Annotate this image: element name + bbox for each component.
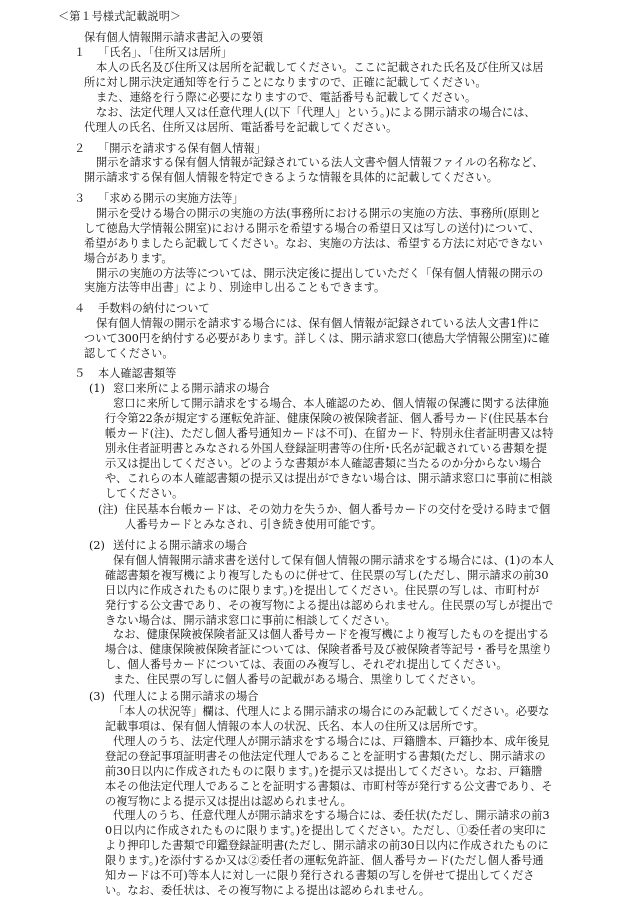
section-1-heading: 「氏名」、「住所又は居所」: [98, 46, 233, 60]
section-3-line: 開示の実施の方法等については、開示決定後に提出していただく「保有個人情報の開示の: [96, 266, 544, 280]
section-4-line: 保有個人情報の開示を請求する場合には、保有個人情報が記録されている法人文書1件に: [96, 316, 540, 330]
section-3-line: 希望がありましたら記載してください。なお、実施の方法は、希望する方法に対応できない: [84, 236, 543, 250]
section-1-line: また、連絡を行う際に必要になりますので、電話番号も記載してください。: [96, 91, 477, 105]
subsection-3-line: の複写物による提示又は提出は認められません。: [105, 794, 352, 808]
section-1-line: 本人の氏名及び住所又は居所を記載してください。ここに記載された氏名及び住所又は居: [96, 61, 544, 75]
subsection-2-line: 日以内に作成されたものに限ります。)を提出してください。住民票の写しは、市町村が: [105, 583, 540, 597]
subsection-3-line: い。なお、委任状は、その複写物による提出は認められません。: [105, 884, 431, 898]
section-1-line: 所に対し開示決定通知等を行うことになりますので、正確に記載してください。: [84, 76, 487, 90]
subsection-1-line: 帳カード(注)、ただし個人番号通知カードは不可)、在留カード、特別永住者証明書又は特: [105, 426, 554, 440]
subsection-3-number: (3): [89, 690, 105, 704]
section-2-heading: 「開示を請求する保有個人情報」: [98, 141, 266, 155]
section-3-heading: 「求める開示の実施方法等」: [98, 191, 244, 205]
subsection-1-number: (1): [89, 382, 105, 396]
section-2-line: 開示を請求する保有個人情報が記録されている法人文書や個人情報ファイルの名称など、: [96, 156, 544, 170]
lead-heading: 保有個人情報開示請求書記入の要領: [84, 31, 264, 45]
section-4-heading: 手数料の納付について: [98, 301, 210, 315]
section-1-line: なお、法定代理人又は任意代理人(以下「代理人」という。)による開示請求の場合には、: [96, 106, 536, 120]
subsection-3-line: より押印した書類で印鑑登録証明書(ただし、開示請求の前30日以内に作成されたものに: [105, 839, 549, 853]
subsection-2-line: 保有個人情報開示請求書を送付して保有個人情報の開示請求をする場合には、(1)の本人: [113, 553, 554, 567]
subsection-3-line: 本その他法定代理人であることを証明する書類は、市町村等が発行する公文書であり、そ: [105, 779, 553, 793]
note-mark: (注): [98, 503, 118, 517]
subsection-3-line: 記載事項は、保有個人情報の本人の状況、氏名、本人の住所又は居所です。: [105, 719, 485, 733]
subsection-1-line: 窓口に来所して開示請求をする場合、本人確認のため、個人情報の保護に関する法律施: [113, 397, 549, 411]
section-1-line: 代理人の氏名、住所又は居所、電話番号を記載してください。: [84, 121, 398, 134]
subsection-3-line: 前30日以内に作成されたものに限ります。)を提示又は提出してください。なお、戸籍謄: [105, 764, 543, 778]
subsection-2-line: きない場合は、開示請求窓口に事前に相談してください。: [105, 613, 396, 627]
section-2-line: 開示請求する保有個人情報を特定できるような情報を具体的に記載してください。: [84, 171, 498, 185]
subsection-1-line: してください。: [105, 486, 184, 500]
section-5-number: ５: [74, 367, 86, 381]
subsection-2-line: 発行する公文書であり、その複写物による提出は認められません。住民票の写しが提出で: [105, 598, 554, 612]
subsection-3-line: 代理人のうち、法定代理人が開示請求をする場合には、戸籍謄本、戸籍抄本、成年後見: [113, 734, 550, 748]
subsection-3-heading: 代理人による開示請求の場合: [113, 690, 259, 704]
subsection-1-heading: 窓口来所による開示請求の場合: [113, 382, 270, 396]
subsection-3-line: 代理人のうち、任意代理人が開示請求をする場合には、委任状(ただし、開示請求の前3: [113, 809, 550, 823]
subsection-2-line: なお、健康保険被保険者証又は個人番号カードを複写機により複写したものを提出する: [113, 628, 550, 642]
subsection-2-line: 確認書類を複写機により複写したものに併せて、住民票の写し(ただし、開示請求の前30: [105, 568, 549, 582]
subsection-2-line: 場合は、健康保険被保険者証については、保険者番号及び被保険者等記号・番号を黒塗り: [105, 643, 553, 657]
subsection-3-line: 「本人の状況等」欄は、代理人による開示請求の場合にのみ記載してください。必要な: [113, 704, 550, 718]
subsection-3-line: 登記の登記事項証明書その他法定代理人であることを証明する書類(ただし、開示請求の: [105, 749, 546, 763]
subsection-1-line: 別永住者証明書とみなされる外国人登録証明書等の住所･氏名が記載されている書類を提: [105, 441, 547, 455]
note-line: 人番号カードとみなされ、引き続き使用可能です。: [125, 518, 383, 532]
subsection-3-line: 0日以内に作成されたものに限ります。)を提出してください。ただし、①委任者の実印に: [105, 824, 547, 838]
subsection-3-line: 知カードは不可)等本人に対し一に限り発行される書類の写しを併せて提出してくださ: [105, 869, 535, 883]
subsection-1-line: 示又は提出してください。どのような書類が本人確認書類に当たるのか分からない場合: [105, 456, 542, 470]
subsection-2-line: し、個人番号カードについては、表面のみ複写し、それぞれ提出してください。: [105, 658, 508, 672]
section-3-number: ３: [74, 191, 86, 205]
section-4-number: ４: [74, 301, 86, 315]
section-5-heading: 本人確認書類等: [98, 367, 177, 381]
section-4-line: 認してください。: [84, 346, 174, 360]
subsection-3-line: 限ります。)を添付するか又は②委任者の運転免許証、個人番号カード(ただし個人番号通: [105, 854, 544, 868]
subsection-2-line: また、住民票の写しに個人番号の記載がある場合、黒塗りしてください。: [113, 673, 483, 687]
section-1-number: １: [74, 46, 86, 60]
subsection-1-line: や、これらの本人確認書類の提示又は提出ができない場合は、開示請求窓口に事前に相談: [105, 471, 553, 485]
section-3-line: 場合があります。: [84, 251, 173, 265]
section-4-line: ついて300円を納付する必要があります。詳しくは、開示請求窓口(徳島大学情報公開室)に確: [84, 331, 550, 345]
section-2-number: ２: [74, 141, 86, 155]
subsection-2-heading: 送付による開示請求の場合: [113, 538, 248, 552]
section-3-line: 開示を受ける場合の開示の実施の方法(事務所における開示の実施の方法、事務所(原則と: [96, 206, 542, 220]
document-title: ＜第１号様式記載説明＞: [58, 10, 182, 23]
section-3-line: 実施方法等申出書」により、別途申し出ることもできます。: [84, 281, 386, 295]
section-3-line: して徳島大学情報公開室)における開示を希望する場合の希望日又は写しの送付)について、: [84, 221, 540, 235]
subsection-1-line: 行令第22条が規定する運転免許証、健康保険の被保険者証、個人番号カード(住民基本台: [105, 412, 549, 426]
note-line: 住民基本台帳カードは、その効力を失うか、個人番号カードの交付を受ける時まで個: [125, 503, 551, 517]
subsection-2-number: (2): [89, 538, 105, 552]
